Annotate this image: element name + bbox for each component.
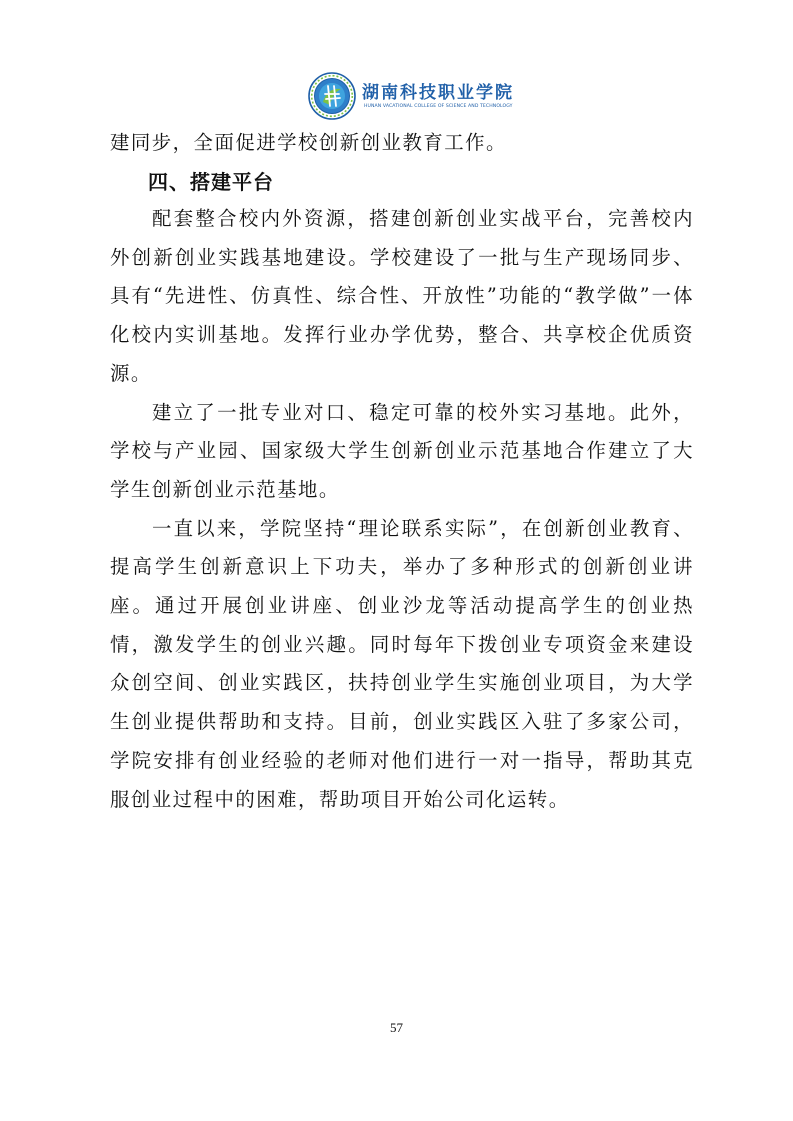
paragraph: 一直以来，学院坚持“理论联系实际”，在创新创业教育、提高学生创新意识上下功夫，举办了多种形式的创新创业讲座。通过开展创业讲座、创业沙龙等活动提高学生的创业热情，激发学生的创业兴趣。同时每年下拨创业专项资金来建设众创空间、创业实践区，扶持创业学生实施创业项目，为大学生创业提供帮助和支持。目前，创业实践区入驻了多家公司，学院安排有创业经验的老师对他们进行一对一指导，帮助其克服创业过程中的困难，帮助项目开始公司化运转。: [110, 516, 694, 811]
page-header: [308, 72, 538, 126]
school-name: 湖南科技职业学院: [362, 83, 514, 103]
paragraph: 建同步，全面促进学校创新创业教育工作。: [110, 131, 507, 154]
section-heading: 四、搭建平台: [148, 170, 274, 194]
paragraph: 配套整合校内外资源，搭建创新创业实战平台，完善校内外创新创业实践基地建设。学校建设了一批与生产现场同步、具有“先进性、仿真性、综合性、开放性”功能的“教学做”一体化校内实训基地。发挥行业办学优势，整合、共享校企优质资源。: [110, 207, 694, 385]
continuation-text: [110, 124, 694, 163]
document-body: [110, 200, 694, 819]
paragraph: 建立了一批专业对口、稳定可靠的校外实习基地。此外，学校与产业园、国家级大学生创新创业示范基地合作建立了大学生创新创业示范基地。: [110, 400, 694, 501]
school-name-english: HUNAN VACATIONAL COLLEGE OF SCIENCE AND TECHNOLOGY: [364, 104, 513, 109]
school-seal-icon: [308, 72, 356, 120]
page-number: 57: [390, 1020, 403, 1035]
